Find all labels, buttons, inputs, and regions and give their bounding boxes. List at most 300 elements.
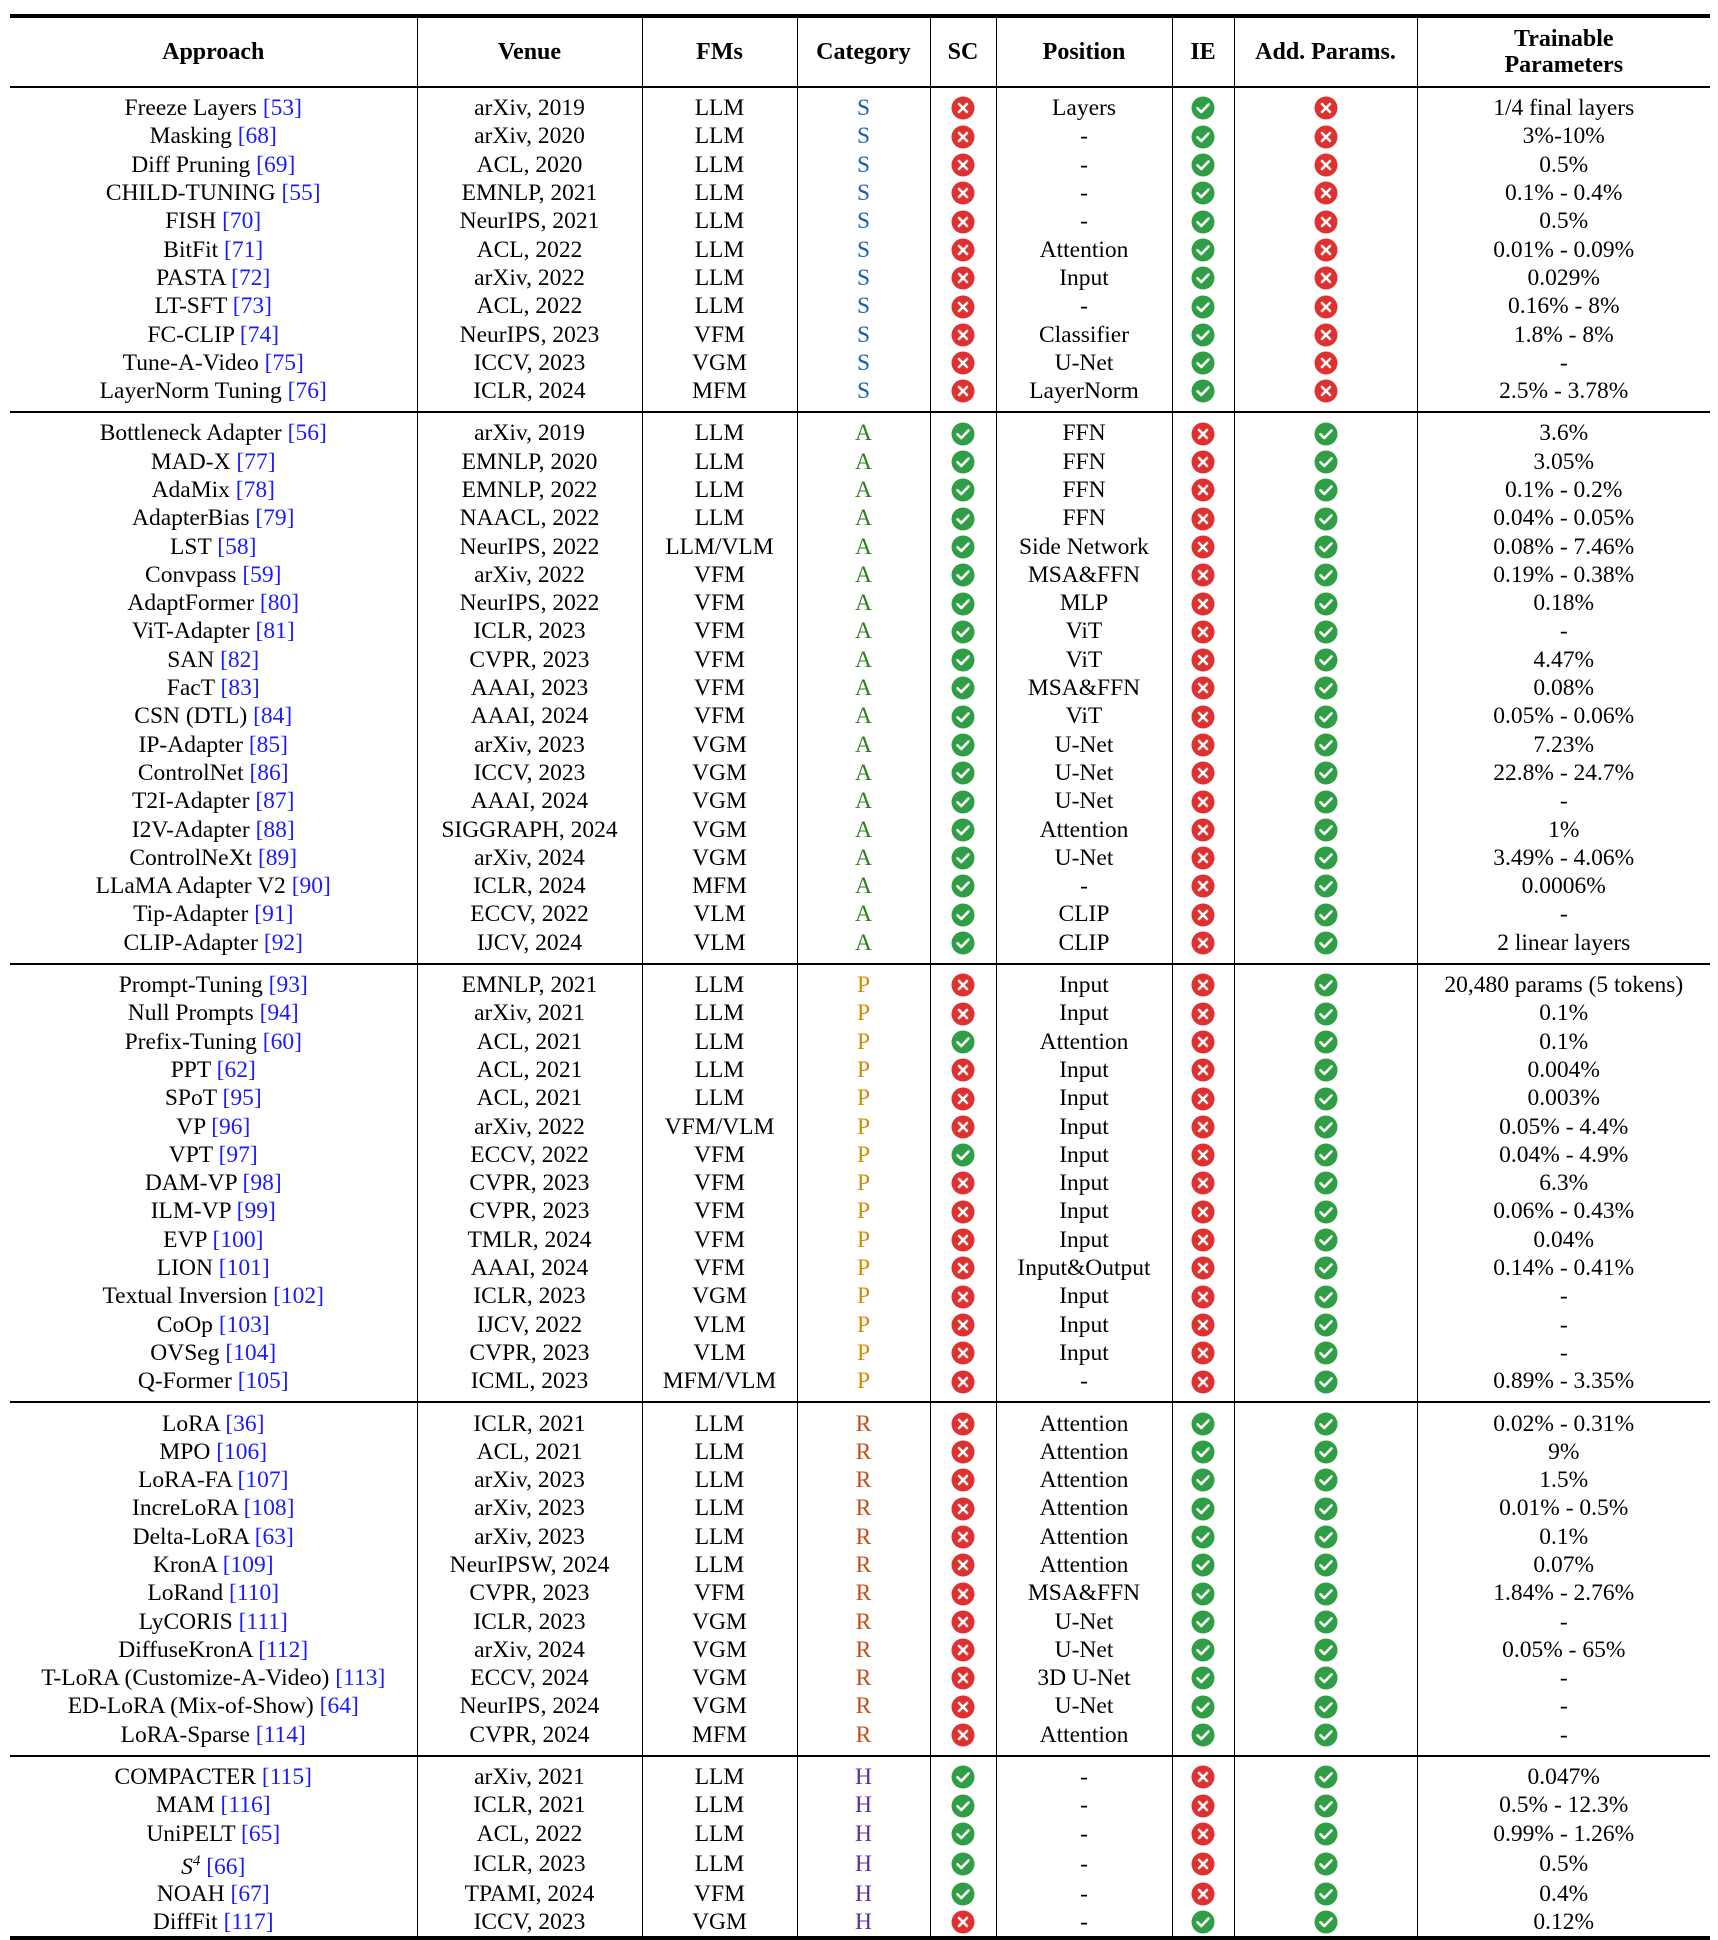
citation-link[interactable]: [111]: [238, 1608, 288, 1635]
citation-link[interactable]: [36]: [225, 1410, 265, 1437]
category-cell: A: [797, 561, 930, 589]
add-params-cell: [1234, 561, 1417, 589]
cross-circle-icon: [1191, 790, 1215, 814]
fm-cell: LLM: [642, 964, 797, 999]
approach-cell: [10, 1466, 417, 1494]
citation-link[interactable]: [80]: [259, 590, 300, 617]
trainable-params-cell: -: [1559, 1608, 1568, 1635]
citation-link[interactable]: [90]: [291, 873, 331, 900]
citation-link[interactable]: [93]: [268, 972, 308, 999]
category-cell: P: [797, 1112, 930, 1140]
check-circle-icon: [1314, 903, 1338, 927]
venue-cell: ECCV, 2022: [417, 1141, 642, 1169]
cross-circle-icon: [1191, 1285, 1215, 1309]
ie-cell: [1172, 1402, 1234, 1437]
trainable-params-cell: 0.12%: [1417, 1908, 1710, 1938]
category-cell: A: [797, 731, 930, 759]
approach-name: MAM: [155, 1792, 215, 1819]
check-circle-icon: [1314, 1765, 1338, 1789]
citation-link[interactable]: [66]: [206, 1853, 246, 1880]
citation-link[interactable]: [104]: [225, 1339, 277, 1366]
category-cell: A: [797, 448, 930, 476]
sc-cell: [930, 412, 996, 447]
approach-name: ILM-VP: [150, 1198, 231, 1225]
approach-cell: [10, 1197, 417, 1225]
table-row: [10, 1721, 1710, 1756]
venue-cell: CVPR, 2023: [417, 1579, 642, 1607]
position-cell: -: [996, 1756, 1172, 1791]
approach-name: IP-Adapter: [138, 731, 243, 758]
sc-cell: [930, 349, 996, 377]
trainable-params-cell: -: [1559, 1693, 1568, 1720]
approach-name: Prefix-Tuning: [124, 1028, 257, 1055]
citation-link[interactable]: [79]: [255, 505, 295, 532]
ie-cell: [1172, 87, 1234, 122]
add-params-cell: [1234, 1791, 1417, 1819]
cross-circle-icon: [951, 1171, 975, 1195]
position-cell: -: [996, 1848, 1172, 1880]
check-circle-icon: [1191, 238, 1215, 262]
venue-cell: ACL, 2022: [417, 1820, 642, 1848]
category-cell: S: [797, 320, 930, 348]
fm-cell: LLM: [642, 1402, 797, 1437]
cross-circle-icon: [951, 1723, 975, 1747]
cross-circle-icon: [1191, 507, 1215, 531]
fm-cell: LLM: [642, 122, 797, 150]
cross-circle-icon: [1314, 238, 1338, 262]
category-cell: R: [797, 1579, 930, 1607]
check-circle-icon: [1314, 1058, 1338, 1082]
position-cell: Attention: [996, 1466, 1172, 1494]
citation-link[interactable]: [71]: [224, 236, 264, 263]
approach-name: LoRA: [162, 1410, 220, 1437]
sc-cell: [930, 1664, 996, 1692]
position-cell: U-Net: [996, 844, 1172, 872]
category-cell: S: [797, 292, 930, 320]
fm-cell: VGM: [642, 1607, 797, 1635]
fm-cell: VFM: [642, 702, 797, 730]
citation-link[interactable]: [64]: [319, 1693, 359, 1720]
cross-circle-icon: [1191, 1087, 1215, 1111]
trainable-params-cell: 3.6%: [1539, 420, 1589, 447]
approach-cell: [10, 589, 417, 617]
cross-circle-icon: [951, 323, 975, 347]
citation-link[interactable]: [115]: [261, 1764, 312, 1791]
ie-cell: [1172, 561, 1234, 589]
citation-link[interactable]: [73]: [232, 293, 272, 320]
approach-name: SPoT: [164, 1085, 217, 1112]
position-cell: FFN: [996, 448, 1172, 476]
category-cell: S: [797, 264, 930, 292]
sc-cell: [930, 1523, 996, 1551]
approach-cell: [10, 999, 417, 1027]
cross-circle-icon: [951, 295, 975, 319]
position-cell: U-Net: [996, 759, 1172, 787]
citation-link[interactable]: [76]: [287, 378, 327, 405]
citation-link[interactable]: [62]: [216, 1056, 256, 1083]
sc-cell: [930, 264, 996, 292]
category-cell: S: [797, 377, 930, 412]
fm-cell: LLM: [642, 412, 797, 447]
category-cell: P: [797, 1282, 930, 1310]
category-cell: R: [797, 1402, 930, 1437]
approach-cell: [10, 1494, 417, 1522]
ie-cell: [1172, 1692, 1234, 1720]
sc-cell: [930, 759, 996, 787]
table-row: [10, 349, 1710, 377]
approach-cell: [10, 207, 417, 235]
check-circle-icon: [1191, 153, 1215, 177]
add-params-cell: [1234, 1438, 1417, 1466]
venue-cell: arXiv, 2024: [417, 1636, 642, 1664]
fm-cell: LLM: [642, 504, 797, 532]
category-cell: S: [797, 122, 930, 150]
check-circle-icon: [1314, 507, 1338, 531]
citation-link[interactable]: [84]: [253, 703, 293, 730]
citation-link[interactable]: [65]: [241, 1820, 281, 1847]
ie-cell: [1172, 759, 1234, 787]
cross-circle-icon: [951, 351, 975, 375]
sc-cell: [930, 292, 996, 320]
cross-circle-icon: [951, 1582, 975, 1606]
approach-name: EVP: [163, 1226, 207, 1253]
venue-cell: arXiv, 2019: [417, 412, 642, 447]
trainable-params-cell: 0.07%: [1533, 1551, 1595, 1578]
venue-cell: NeurIPSW, 2024: [417, 1551, 642, 1579]
fm-cell: VLM: [642, 900, 797, 928]
citation-link[interactable]: [105]: [237, 1368, 289, 1395]
add-params-cell: [1234, 1226, 1417, 1254]
citation-link[interactable]: [69]: [256, 151, 296, 178]
category-cell: P: [797, 1254, 930, 1282]
ie-cell: [1172, 504, 1234, 532]
cross-circle-icon: [1314, 153, 1338, 177]
venue-cell: arXiv, 2022: [417, 1112, 642, 1140]
approach-cell: [10, 1523, 417, 1551]
cross-circle-icon: [951, 210, 975, 234]
check-circle-icon: [1314, 676, 1338, 700]
trainable-params-cell: 2 linear layers: [1417, 929, 1710, 964]
citation-link[interactable]: [95]: [222, 1085, 262, 1112]
category-cell: A: [797, 815, 930, 843]
ie-cell: [1172, 151, 1234, 179]
fm-cell: VLM: [642, 1339, 797, 1367]
table-row: [10, 900, 1710, 928]
category-cell: A: [797, 589, 930, 617]
add-params-cell: [1234, 1692, 1417, 1720]
sc-cell: [930, 1310, 996, 1338]
sc-cell: [930, 1438, 996, 1466]
approach-cell: [10, 1848, 417, 1880]
citation-link[interactable]: [68]: [237, 123, 277, 150]
citation-link[interactable]: [91]: [254, 901, 294, 928]
citation-link[interactable]: [67]: [230, 1880, 270, 1907]
sc-cell: [930, 235, 996, 263]
table-row: [10, 561, 1710, 589]
fm-cell: VGM: [642, 1282, 797, 1310]
fm-cell: VGM: [642, 731, 797, 759]
approach-name: LST: [170, 533, 212, 560]
approach-name: Tune-A-Video: [122, 349, 259, 376]
cross-circle-icon: [951, 1087, 975, 1111]
citation-link[interactable]: [53]: [262, 95, 302, 122]
fm-cell: VFM: [642, 1141, 797, 1169]
fm-cell: LLM: [642, 264, 797, 292]
trainable-params-cell: 1/4 final layers: [1493, 95, 1635, 122]
add-params-cell: [1234, 207, 1417, 235]
add-params-cell: [1234, 1664, 1417, 1692]
sc-cell: [930, 1848, 996, 1880]
check-circle-icon: [951, 874, 975, 898]
citation-link[interactable]: [55]: [281, 180, 321, 207]
citation-link[interactable]: [109]: [222, 1551, 274, 1578]
citation-link[interactable]: [75]: [264, 349, 304, 376]
citation-link[interactable]: [86]: [249, 759, 289, 786]
venue-cell: AAAI, 2023: [417, 674, 642, 702]
position-cell: Attention: [996, 1438, 1172, 1466]
citation-link[interactable]: [74]: [239, 321, 280, 348]
position-cell: LayerNorm: [996, 377, 1172, 412]
approach-name: OVSeg: [150, 1339, 220, 1366]
citation-link[interactable]: [70]: [222, 208, 262, 235]
fm-cell: LLM: [642, 448, 797, 476]
citation-link[interactable]: [99]: [236, 1198, 276, 1225]
position-cell: -: [996, 872, 1172, 900]
position-cell: Input: [996, 1197, 1172, 1225]
check-circle-icon: [1314, 1666, 1338, 1690]
position-cell: -: [996, 292, 1172, 320]
trainable-params-cell: 1.5%: [1539, 1467, 1589, 1494]
table-row: [10, 929, 1710, 964]
category-cell: H: [797, 1880, 930, 1908]
ie-cell: [1172, 1523, 1234, 1551]
table-row: [10, 1367, 1710, 1402]
citation-link[interactable]: [92]: [263, 929, 303, 956]
fm-cell: VFM: [642, 561, 797, 589]
approach-cell: [10, 1226, 417, 1254]
citation-link[interactable]: [63]: [254, 1523, 294, 1550]
category-cell: R: [797, 1494, 930, 1522]
approach-name: CoOp: [156, 1311, 213, 1338]
category-cell: R: [797, 1636, 930, 1664]
approach-cell: [10, 1791, 417, 1819]
trainable-params-cell: 0.01% - 0.09%: [1493, 236, 1635, 263]
approach-cell: [10, 377, 417, 412]
citation-link[interactable]: [102]: [273, 1283, 325, 1310]
cross-circle-icon: [1191, 450, 1215, 474]
citation-link[interactable]: [96]: [211, 1113, 251, 1140]
trainable-params-cell: -: [1559, 1339, 1568, 1366]
table-row: [10, 759, 1710, 787]
add-params-cell: [1234, 1551, 1417, 1579]
citation-link[interactable]: [87]: [255, 788, 295, 815]
fm-cell: VGM: [642, 759, 797, 787]
trainable-params-cell: 0.14% - 0.41%: [1493, 1255, 1635, 1282]
cross-circle-icon: [951, 1058, 975, 1082]
category-cell: A: [797, 929, 930, 964]
check-circle-icon: [951, 620, 975, 644]
add-params-cell: [1234, 1254, 1417, 1282]
ie-cell: [1172, 1636, 1234, 1664]
position-cell: -: [996, 1791, 1172, 1819]
trainable-params-cell: 0.029%: [1527, 264, 1600, 291]
check-circle-icon: [1314, 1313, 1338, 1337]
ie-cell: [1172, 1438, 1234, 1466]
add-params-cell: [1234, 264, 1417, 292]
cross-circle-icon: [951, 266, 975, 290]
citation-link[interactable]: [85]: [248, 731, 288, 758]
venue-cell: AAAI, 2024: [417, 702, 642, 730]
citation-link[interactable]: [88]: [255, 816, 295, 843]
position-cell: Attention: [996, 235, 1172, 263]
venue-cell: arXiv, 2023: [417, 731, 642, 759]
check-circle-icon: [1191, 1723, 1215, 1747]
sc-cell: [930, 815, 996, 843]
check-circle-icon: [1314, 705, 1338, 729]
cross-circle-icon: [951, 1200, 975, 1224]
ie-cell: [1172, 1880, 1234, 1908]
ie-cell: [1172, 1028, 1234, 1056]
add-params-cell: [1234, 702, 1417, 730]
add-params-cell: [1234, 122, 1417, 150]
venue-cell: ICML, 2023: [417, 1367, 642, 1402]
approach-name: Prompt-Tuning: [118, 972, 263, 999]
check-circle-icon: [951, 1852, 975, 1876]
category-cell: R: [797, 1607, 930, 1635]
approach-name: ViT-Adapter: [131, 618, 250, 645]
check-circle-icon: [951, 931, 975, 955]
citation-link[interactable]: [83]: [220, 675, 260, 702]
trainable-params-cell: 0.004%: [1527, 1056, 1600, 1083]
approach-name: CLIP-Adapter: [123, 929, 258, 956]
position-cell: FFN: [996, 412, 1172, 447]
category-cell: A: [797, 674, 930, 702]
citation-link[interactable]: [103]: [218, 1311, 270, 1338]
add-params-cell: [1234, 617, 1417, 645]
add-params-cell: [1234, 476, 1417, 504]
table-row: [10, 1664, 1710, 1692]
check-circle-icon: [951, 1882, 975, 1906]
trainable-params-cell: 4.47%: [1533, 646, 1595, 673]
citation-link[interactable]: [108]: [243, 1495, 295, 1522]
citation-link[interactable]: [101]: [218, 1255, 270, 1282]
category-cell: R: [797, 1523, 930, 1551]
venue-cell: arXiv, 2023: [417, 1494, 642, 1522]
trainable-params-cell: 1%: [1548, 816, 1580, 843]
citation-link[interactable]: [58]: [217, 533, 257, 560]
citation-link[interactable]: [116]: [220, 1792, 271, 1819]
check-circle-icon: [1314, 790, 1338, 814]
position-cell: -: [996, 179, 1172, 207]
approach-name: LoRA-Sparse: [120, 1721, 250, 1748]
approach-name: DiffuseKronA: [118, 1636, 253, 1663]
cross-circle-icon: [1314, 295, 1338, 319]
table-row: [10, 1523, 1710, 1551]
citation-link[interactable]: [72]: [231, 264, 271, 291]
ie-cell: [1172, 617, 1234, 645]
approach-cell: [10, 964, 417, 999]
sc-cell: [930, 1607, 996, 1635]
cross-circle-icon: [1191, 1115, 1215, 1139]
fm-cell: VFM: [642, 617, 797, 645]
citation-link[interactable]: [77]: [236, 448, 276, 475]
cross-circle-icon: [1191, 648, 1215, 672]
check-circle-icon: [951, 422, 975, 446]
citation-link[interactable]: [113]: [335, 1665, 386, 1692]
category-cell: A: [797, 476, 930, 504]
cross-circle-icon: [1191, 1313, 1215, 1337]
citation-link[interactable]: [59]: [242, 561, 282, 588]
citation-link[interactable]: [100]: [212, 1226, 264, 1253]
check-circle-icon: [951, 790, 975, 814]
approach-name: T-LoRA (Customize-A-Video): [41, 1665, 330, 1692]
citation-link[interactable]: [89]: [257, 844, 298, 871]
check-circle-icon: [1191, 1440, 1215, 1464]
trainable-params-cell: 0.1%: [1539, 1523, 1589, 1550]
add-params-cell: [1234, 1820, 1417, 1848]
header-approach: Approach: [10, 16, 417, 87]
cross-circle-icon: [951, 1285, 975, 1309]
citation-link[interactable]: [81]: [255, 618, 295, 645]
check-circle-icon: [1314, 1228, 1338, 1252]
citation-link[interactable]: [107]: [237, 1467, 289, 1494]
fm-cell: VGM: [642, 815, 797, 843]
citation-link[interactable]: [106]: [216, 1438, 268, 1465]
cross-circle-icon: [951, 1412, 975, 1436]
check-circle-icon: [951, 450, 975, 474]
citation-link[interactable]: [60]: [262, 1028, 302, 1055]
citation-link[interactable]: [78]: [235, 477, 275, 503]
check-circle-icon: [1314, 592, 1338, 616]
venue-cell: NAACL, 2022: [417, 504, 642, 532]
approach-cell: [10, 1084, 417, 1112]
citation-link[interactable]: [112]: [258, 1636, 309, 1663]
table-row: [10, 1112, 1710, 1140]
table-body: [10, 87, 1710, 1938]
citation-link[interactable]: [94]: [259, 1000, 299, 1027]
approach-name: MAD-X: [150, 448, 237, 475]
check-circle-icon: [1191, 379, 1215, 403]
category-cell: H: [797, 1848, 930, 1880]
sc-cell: [930, 1721, 996, 1756]
citation-link[interactable]: [97]: [218, 1141, 258, 1168]
citation-link[interactable]: [110]: [229, 1580, 280, 1607]
category-cell: A: [797, 532, 930, 560]
citation-link[interactable]: [117]: [223, 1909, 274, 1936]
check-circle-icon: [1314, 1723, 1338, 1747]
cross-circle-icon: [951, 181, 975, 205]
check-circle-icon: [1314, 1794, 1338, 1818]
sc-cell: [930, 87, 996, 122]
position-cell: 3D U-Net: [996, 1664, 1172, 1692]
ie-cell: [1172, 1908, 1234, 1938]
venue-cell: arXiv, 2021: [417, 999, 642, 1027]
citation-link[interactable]: [98]: [242, 1170, 282, 1197]
fm-cell: LLM: [642, 1056, 797, 1084]
sc-cell: [930, 731, 996, 759]
citation-link[interactable]: [56]: [287, 420, 327, 447]
citation-link[interactable]: [82]: [220, 646, 260, 673]
cross-circle-icon: [1191, 705, 1215, 729]
approach-name: AdaptFormer: [127, 590, 255, 617]
fm-cell: LLM: [642, 1820, 797, 1848]
fm-cell: VFM: [642, 1579, 797, 1607]
trainable-params-cell: -: [1559, 1283, 1568, 1310]
sc-cell: [930, 999, 996, 1027]
citation-link[interactable]: [114]: [255, 1721, 306, 1748]
add-params-cell: [1234, 1310, 1417, 1338]
ie-cell: [1172, 1579, 1234, 1607]
